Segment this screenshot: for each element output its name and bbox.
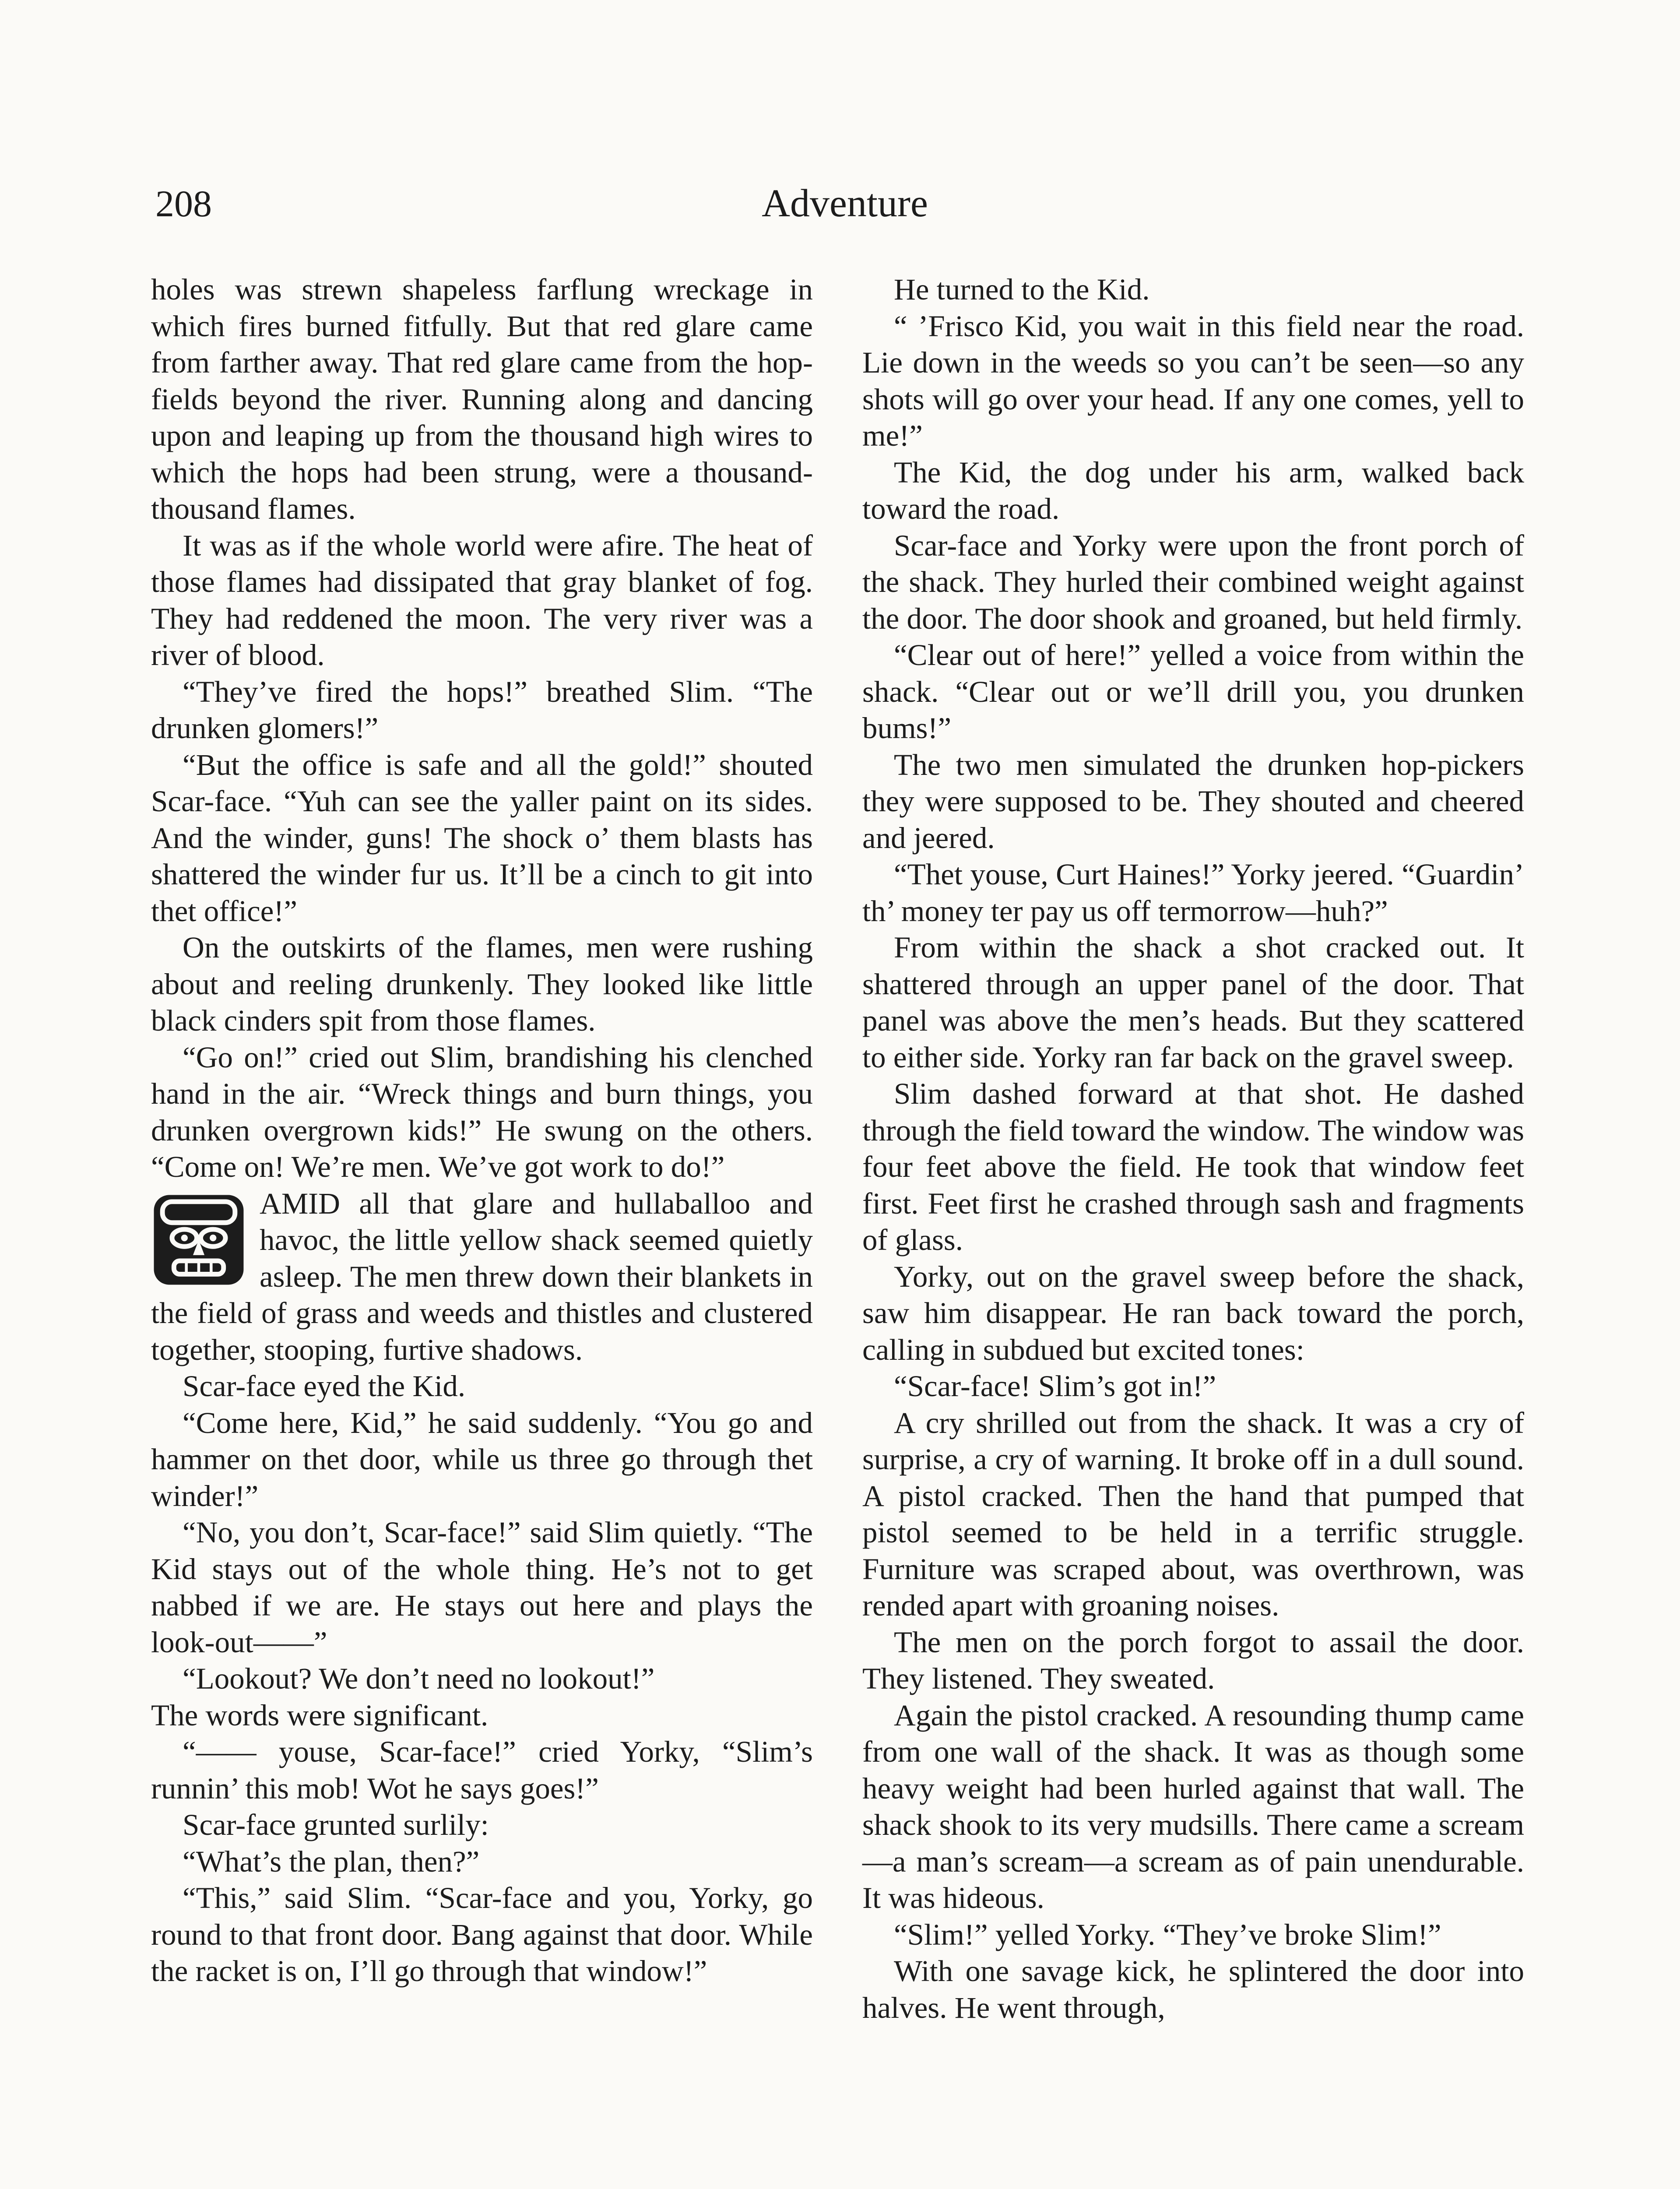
- left-column: [151, 271, 813, 1990]
- paragraph: From within the shack a shot cracked out. It shattered through an upper panel of the door. That panel was above the men’s heads. But they scattered to either side. Yorky ran far back on the gravel sweep.: [862, 931, 1524, 1074]
- paragraph: “Scar-face! Slim’s got in!”: [894, 1369, 1216, 1403]
- paragraph: With one savage kick, he splintered the door into halves. He went through,: [862, 1954, 1524, 2024]
- right-column: [862, 271, 1524, 2026]
- paragraph: AMID all that glare and hullaballoo and havoc, the little yellow shack seemed quietly asleep. The men threw down their blankets in the field of grass and weeds and thistles and clustered together, stooping, furtive shadows.: [151, 1186, 813, 1366]
- paragraph: “No, you don’t, Scar-face!” said Slim quietly. “The Kid stays out of the whole thing. He’s not to get nabbed if we are. He stays out here and plays the look-out——”: [151, 1516, 813, 1659]
- paragraph: “Slim!” yelled Yorky. “They’ve broke Slim!”: [894, 1918, 1441, 1951]
- paragraph: “—— youse, Scar-face!” cried Yorky, “Slim’s runnin’ this mob! Wot he says goes!”: [151, 1735, 813, 1805]
- paragraph: A cry shrilled out from the shack. It was a cry of surprise, a cry of warning. It broke off in a dull sound. A pistol cracked. Then the hand that pumped that pistol seemed to be held in a terrific struggle. Furniture was scraped about, was overthrown, was rended apart with groaning noises.: [862, 1406, 1524, 1622]
- paragraph: The words were significant.: [151, 1698, 489, 1732]
- paragraph: Yorky, out on the gravel sweep before the shack, saw him disappear. He ran back toward the porch, calling in subdued but excited tones:: [862, 1260, 1524, 1366]
- paragraph: Scar-face eyed the Kid.: [183, 1369, 466, 1403]
- decorative-mask-ornament-icon: [151, 1192, 246, 1288]
- paragraph: On the outskirts of the flames, men were rushing about and reeling drunkenly. They looked like little black cinders spit from those flames.: [151, 931, 813, 1037]
- page-number: 208: [155, 183, 212, 225]
- paragraph: The two men simulated the drunken hop-pickers they were supposed to be. They shouted and cheered and jeered.: [862, 748, 1524, 855]
- paragraph: “Thet youse, Curt Haines!” Yorky jeered. “Guardin’ th’ money ter pay us off termorrow—huh?”: [862, 858, 1524, 928]
- paragraph: “Come here, Kid,” he said suddenly. “You go and hammer on thet door, while us three go through thet winder!”: [151, 1406, 813, 1513]
- paragraph: It was as if the whole world were afire. The heat of those flames had dissipated that gray blanket of fog. They had reddened the moon. The very river was a river of blood.: [151, 528, 813, 672]
- paragraph: “They’ve fired the hops!” breathed Slim. “The drunken glomers!”: [151, 675, 813, 745]
- paragraph: “This,” said Slim. “Scar-face and you, Yorky, go round to that front door. Bang against that door. While the racket is on, I’ll go through that window!”: [151, 1881, 813, 1988]
- paragraph: Scar-face and Yorky were upon the front porch of the shack. They hurled their combined weight against the door. The door shook and groaned, but held firmly.: [862, 528, 1524, 635]
- paragraph: “What’s the plan, then?”: [183, 1844, 480, 1878]
- page-header: [155, 177, 1534, 230]
- paragraph: “Clear out of here!” yelled a voice from within the shack. “Clear out or we’ll drill you, you drunken bums!”: [862, 638, 1524, 745]
- paragraph: “Go on!” cried out Slim, brandishing his clenched hand in the air. “Wreck things and burn things, you drunken overgrown kids!” He swung on the others. “Come on! We’re men. We’ve got work to do!”: [151, 1040, 813, 1183]
- paragraph: Scar-face grunted surlily:: [183, 1808, 489, 1841]
- paragraph: “But the office is safe and all the gold!” shouted Scar-face. “Yuh can see the yaller paint on its sides. And the winder, guns! The shock o’ them blasts has shattered the winder fur us. It’ll be a cinch to git into thet office!”: [151, 748, 813, 928]
- paragraph: “Lookout? We don’t need no lookout!”: [183, 1662, 655, 1695]
- paragraph: Slim dashed forward at that shot. He dashed through the field toward the window. The window was four feet above the field. He took that window feet first. Feet first he crashed through sash and fragments of glass.: [862, 1077, 1524, 1256]
- paragraph: The Kid, the dog under his arm, walked back toward the road.: [862, 455, 1524, 525]
- magazine-title: Adventure: [762, 182, 928, 225]
- paragraph: “ ’Frisco Kid, you wait in this field near the road. Lie down in the weeds so you can’t be seen—so any shots will go over your head. If any one comes, yell to me!”: [862, 309, 1524, 452]
- paragraph: The men on the porch forgot to assail the door. They listened. They sweated.: [862, 1625, 1524, 1695]
- paragraph: He turned to the Kid.: [894, 273, 1150, 306]
- paragraph: holes was strewn shapeless farflung wreckage in which fires burned fitfully. But that red glare came from farther away. That red glare came from the hop-fields beyond the river. Running along and dancing upon and leaping up from the thousand high wires to which the hops had been strung, were a thousand-thousand flames.: [151, 273, 813, 525]
- paragraph: Again the pistol cracked. A resounding thump came from one wall of the shack. It was as though some heavy weight had been hurled against that wall. The shack shook to its very mudsills. There came a scream—a man’s scream—a scream as of pain unendurable. It was hideous.: [862, 1698, 1524, 1914]
